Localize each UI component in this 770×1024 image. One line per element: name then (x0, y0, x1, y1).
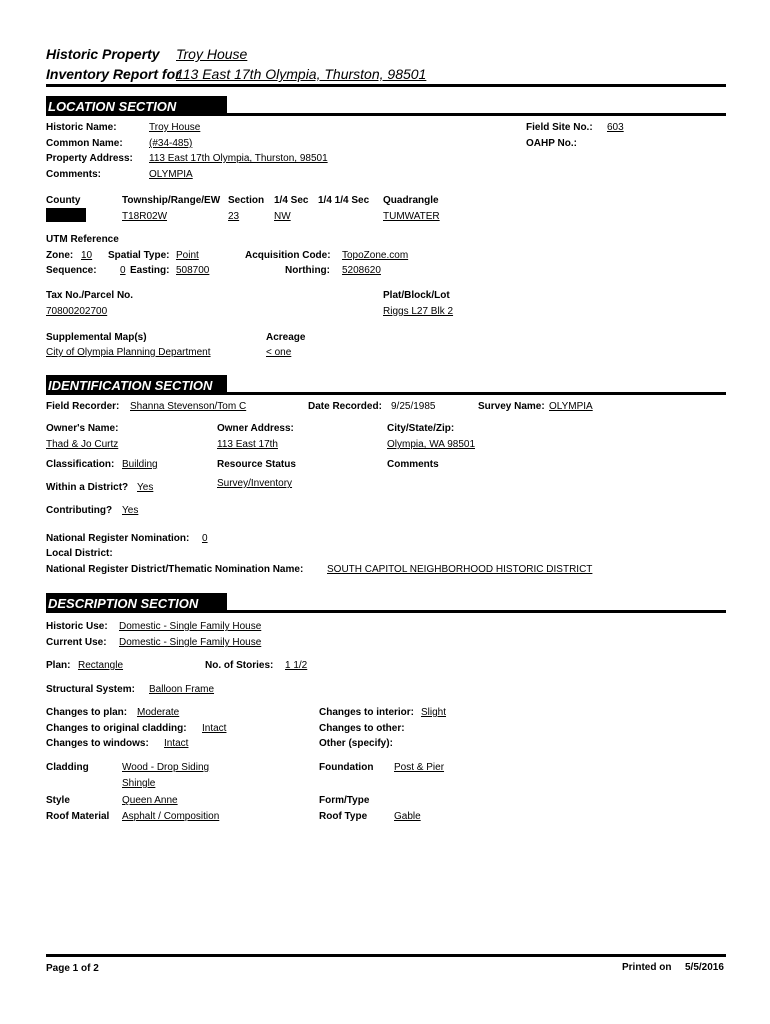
cladding-label: Cladding (46, 762, 89, 773)
plan-label: Plan: (46, 660, 71, 671)
date-recorded-label: Date Recorded: (308, 401, 382, 412)
roof-type-value: Gable (394, 811, 421, 822)
oahp-label: OAHP No.: (526, 138, 577, 149)
quarter-quarter-sec-label: 1/4 1/4 Sec (318, 195, 370, 206)
style-value: Queen Anne (122, 795, 178, 806)
zone-label: Zone: (46, 250, 74, 261)
location-section-header (46, 96, 726, 116)
identification-comments-label: Comments (387, 459, 439, 470)
sequence-label: Sequence: (46, 265, 97, 276)
identification-section-header (46, 375, 726, 395)
utm-reference-label: UTM Reference (46, 234, 119, 245)
section-label: Section (228, 195, 265, 206)
local-district-label: Local District: (46, 548, 113, 559)
location-section-title: LOCATION SECTION (48, 99, 177, 114)
footer-rule (46, 954, 726, 957)
roof-type-label: Roof Type (319, 811, 368, 822)
date-recorded-value: 9/25/1985 (391, 401, 436, 412)
property-address-label: Property Address: (46, 153, 133, 164)
header-property-address: 113 East 17th Olympia, Thurston, 98501 (176, 66, 427, 82)
quarter-sec-label: 1/4 Sec (274, 195, 309, 206)
header-label-historic-property: Historic Property (46, 46, 160, 62)
common-name-label: Common Name: (46, 138, 123, 149)
changes-windows-label: Changes to windows: (46, 738, 149, 749)
plat-block-lot-label: Plat/Block/Lot (383, 290, 450, 301)
tax-parcel-value: 70800202700 (46, 306, 108, 317)
common-name-value: (#34-485) (149, 138, 193, 149)
section-value: 23 (228, 211, 240, 222)
northing-label: Northing: (285, 265, 330, 276)
historic-use-value: Domestic - Single Family House (119, 621, 262, 632)
trs-value: T18R02W (122, 211, 168, 222)
page-number: Page 1 of 2 (46, 963, 99, 974)
within-district-label: Within a District? (46, 482, 129, 493)
field-recorder-value: Shanna Stevenson/Tom C (130, 401, 247, 412)
survey-name-value: OLYMPIA (549, 401, 593, 412)
quadrangle-value: TUMWATER (383, 211, 440, 222)
trs-label: Township/Range/EW (122, 195, 221, 206)
contributing-label: Contributing? (46, 505, 113, 516)
changes-cladding-value: Intact (202, 723, 227, 734)
identification-section-title: IDENTIFICATION SECTION (48, 378, 213, 393)
plan-value: Rectangle (78, 660, 124, 671)
structural-system-label: Structural System: (46, 684, 135, 695)
supplemental-map-label: Supplemental Map(s) (46, 332, 147, 343)
current-use-label: Current Use: (46, 637, 107, 648)
cladding-value-2: Shingle (122, 778, 156, 789)
survey-name-label: Survey Name: (478, 401, 545, 412)
property-address-value: 113 East 17th Olympia, Thurston, 98501 (149, 153, 328, 164)
description-section-title: DESCRIPTION SECTION (48, 596, 199, 611)
foundation-value: Post & Pier (394, 762, 445, 773)
printed-on-label: Printed on (622, 962, 672, 973)
nr-nomination-label: National Register Nomination: (46, 533, 190, 544)
city-state-zip-value: Olympia, WA 98501 (387, 439, 476, 450)
acquisition-code-value: TopoZone.com (342, 250, 409, 261)
field-site-value: 603 (607, 122, 624, 133)
roof-material-label: Roof Material (46, 811, 110, 822)
printed-date: 5/5/2016 (685, 962, 724, 973)
form-type-label: Form/Type (319, 795, 370, 806)
owner-address-label: Owner Address: (217, 423, 294, 434)
foundation-label: Foundation (319, 762, 374, 773)
plat-block-lot-value: Riggs L27 Blk 2 (383, 306, 454, 317)
changes-plan-label: Changes to plan: (46, 707, 128, 718)
city-state-zip-label: City/State/Zip: (387, 423, 455, 434)
tax-parcel-label: Tax No./Parcel No. (46, 290, 134, 301)
easting-label: Easting: (130, 265, 170, 276)
quadrangle-label: Quadrangle (383, 195, 439, 206)
acreage-value: < one (266, 347, 292, 358)
historic-name-label: Historic Name: (46, 122, 117, 133)
nr-district-value: SOUTH CAPITOL NEIGHBORHOOD HISTORIC DISTRICT (327, 564, 593, 575)
owner-name-value: Thad & Jo Curtz (46, 439, 119, 450)
owner-name-label: Owner's Name: (46, 423, 119, 434)
header-label-inventory-report: Inventory Report for (46, 66, 181, 82)
changes-windows-value: Intact (164, 738, 189, 749)
comments-label: Comments: (46, 169, 102, 180)
field-site-label: Field Site No.: (526, 122, 593, 133)
header-property-name: Troy House (176, 46, 248, 62)
style-label: Style (46, 795, 70, 806)
easting-value: 508700 (176, 265, 210, 276)
changes-interior-value: Slight (421, 707, 447, 718)
supplemental-map-value: City of Olympia Planning Department (46, 347, 211, 358)
classification-value: Building (122, 459, 158, 470)
stories-value: 1 1/2 (285, 660, 308, 671)
changes-plan-value: Moderate (137, 707, 180, 718)
acquisition-code-label: Acquisition Code: (245, 250, 331, 261)
contributing-value: Yes (122, 505, 139, 516)
nr-nomination-value: 0 (202, 533, 208, 544)
county-redacted-block (46, 208, 86, 222)
header-rule (46, 84, 726, 87)
spatial-type-label: Spatial Type: (108, 250, 170, 261)
changes-interior-label: Changes to interior: (319, 707, 415, 718)
comments-value: OLYMPIA (149, 169, 193, 180)
historic-use-label: Historic Use: (46, 621, 108, 632)
current-use-value: Domestic - Single Family House (119, 637, 262, 648)
owner-address-value: 113 East 17th (217, 439, 278, 450)
structural-system-value: Balloon Frame (149, 684, 215, 695)
changes-other-label: Changes to other: (319, 723, 405, 734)
roof-material-value: Asphalt / Composition (122, 811, 220, 822)
zone-value: 10 (81, 250, 93, 261)
resource-status-label: Resource Status (217, 459, 296, 470)
other-specify-label: Other (specify): (319, 738, 393, 749)
quarter-sec-value: NW (274, 211, 291, 222)
historic-name-value: Troy House (149, 122, 201, 133)
sequence-value: 0 (120, 265, 126, 276)
classification-label: Classification: (46, 459, 115, 470)
within-district-value: Yes (137, 482, 154, 493)
cladding-value-1: Wood - Drop Siding (122, 762, 210, 773)
county-label: County (46, 195, 81, 206)
acreage-label: Acreage (266, 332, 306, 343)
changes-cladding-label: Changes to original cladding: (46, 723, 187, 734)
nr-district-label: National Register District/Thematic Nomination Name: (46, 564, 304, 575)
spatial-type-value: Point (176, 250, 199, 261)
resource-status-value: Survey/Inventory (217, 478, 293, 489)
stories-label: No. of Stories: (205, 660, 274, 671)
description-section-header (46, 593, 726, 613)
northing-value: 5208620 (342, 265, 381, 276)
field-recorder-label: Field Recorder: (46, 401, 120, 412)
